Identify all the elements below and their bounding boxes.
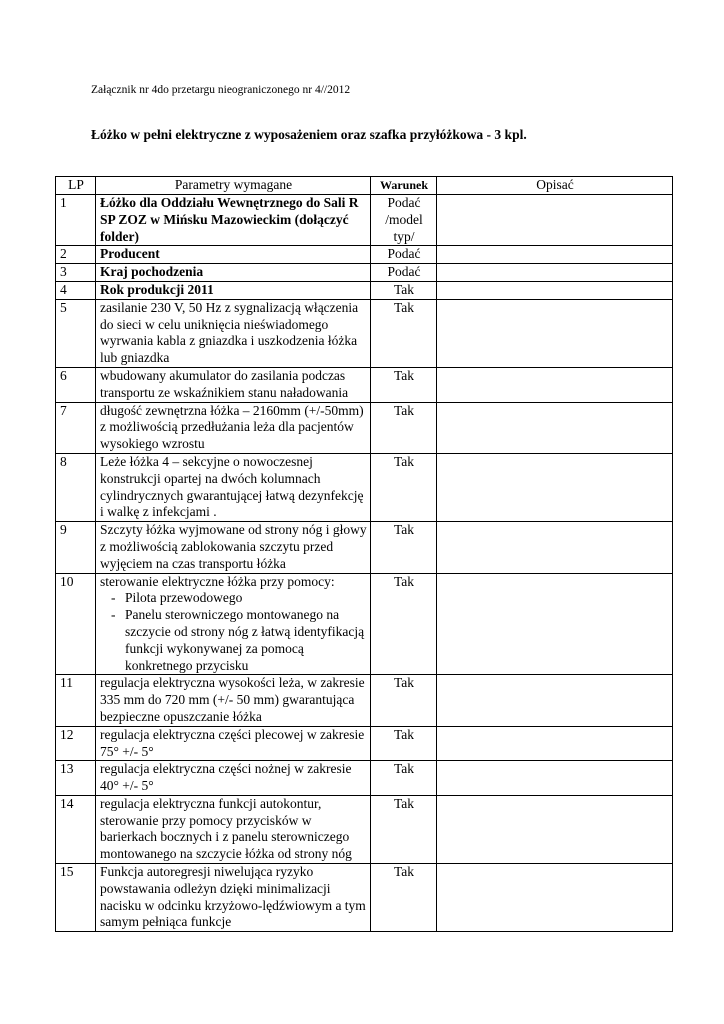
parameter-text: regulacja elektryczna funkcji autokontur, sterowanie przy pomocy przycisków w barierkach bocznych i z panelu sterowniczego montowanego na szczycie łóżka od strony nóg <box>100 795 352 862</box>
table-row <box>56 246 673 264</box>
row-description-field[interactable] <box>437 726 673 761</box>
table-row <box>56 761 673 796</box>
row-condition: Tak <box>371 299 437 367</box>
row-parameter <box>96 299 371 367</box>
table-row <box>56 795 673 863</box>
row-number: 15 <box>56 864 96 932</box>
row-description-field[interactable] <box>437 522 673 573</box>
parameter-text: Leże łóżka 4 – sekcyjne o nowoczesnej konstrukcji opartej na dwóch kolumnach cylindrycznych gwarantującej łatwą dezynfekcję i walkę z infekcjami . <box>100 453 364 520</box>
row-condition: Tak <box>371 522 437 573</box>
parameter-text: Producent <box>100 246 160 262</box>
list-item: - Panelu sterowniczego montowanego na szczycie od strony nóg z łatwą identyfikacją funkcji wykonywanej za pomocą konkretnego przycisku <box>110 607 367 674</box>
parameter-text: Funkcja autoregresji niwelująca ryzyko powstawania odleżyn dzięki minimalizacji nacisku w odcinku krzyżowo-lędźwiowym a tym samym pełniąca funkcje <box>100 864 366 930</box>
parameter-text: Szczyty łóżka wyjmowane od strony nóg i głowy z możliwością zablokowania szczytu przed wyjęciem na czas transportu łóżka <box>100 522 367 571</box>
row-description-field[interactable] <box>437 675 673 726</box>
row-description-field[interactable] <box>437 402 673 453</box>
row-condition: Tak <box>371 453 437 521</box>
row-description-field[interactable] <box>437 795 673 863</box>
row-condition: Podać <box>371 264 437 282</box>
row-number: 12 <box>56 726 96 761</box>
row-parameter <box>96 573 371 675</box>
parameter-text: sterowanie elektryczne łóżka przy pomocy: <box>100 573 335 589</box>
table-row <box>56 453 673 521</box>
row-parameter <box>96 453 371 521</box>
specification-table <box>55 176 673 932</box>
row-description-field[interactable] <box>437 453 673 521</box>
row-condition: Tak <box>371 573 437 675</box>
row-number: 1 <box>56 195 96 246</box>
row-number: 2 <box>56 246 96 264</box>
row-number: 7 <box>56 402 96 453</box>
table-row <box>56 281 673 299</box>
table-row <box>56 367 673 402</box>
parameter-text: regulacja elektryczna części plecowej w zakresie 75° +/- 5° <box>100 726 365 759</box>
row-parameter <box>96 195 371 246</box>
parameter-text: regulacja elektryczna części nożnej w zakresie 40° +/- 5° <box>100 761 352 794</box>
row-parameter <box>96 246 371 264</box>
row-description-field[interactable] <box>437 864 673 932</box>
table-row <box>56 299 673 367</box>
row-number: 8 <box>56 453 96 521</box>
row-parameter <box>96 864 371 932</box>
table-row <box>56 726 673 761</box>
row-description-field[interactable] <box>437 761 673 796</box>
row-number: 4 <box>56 281 96 299</box>
parameter-text: wbudowany akumulator do zasilania podczas transportu ze wskaźnikiem stanu naładowania <box>100 367 349 400</box>
list-item: - Pilota przewodowego <box>110 590 367 607</box>
column-header-describe: Opisać <box>437 177 673 195</box>
row-number: 5 <box>56 299 96 367</box>
table-row <box>56 195 673 246</box>
row-number: 11 <box>56 675 96 726</box>
column-header-parameters: Parametry wymagane <box>96 177 371 195</box>
row-number: 6 <box>56 367 96 402</box>
row-parameter <box>96 402 371 453</box>
column-header-lp: LP <box>56 177 96 195</box>
parameter-text: zasilanie 230 V, 50 Hz z sygnalizacją włączenia do sieci w celu uniknięcia nieświadomego wyrwania kabla z gniazdka i uszkodzenia łóżka lub gniazdka <box>100 299 359 366</box>
parameter-text: Kraj pochodzenia <box>100 264 204 280</box>
document-title: Łóżko w pełni elektryczne z wyposażeniem oraz szafka przyłóżkowa - 3 kpl. <box>91 127 527 142</box>
row-condition: Tak <box>371 281 437 299</box>
row-description-field[interactable] <box>437 281 673 299</box>
row-parameter <box>96 726 371 761</box>
row-description-field[interactable] <box>437 367 673 402</box>
row-condition: Tak <box>371 367 437 402</box>
table-row <box>56 402 673 453</box>
row-condition: Tak <box>371 402 437 453</box>
row-condition: Tak <box>371 864 437 932</box>
table-row <box>56 675 673 726</box>
parameter-text: długość zewnętrzna łóżka – 2160mm (+/-50mm) z możliwością przedłużania leża dla pacjentów wysokiego wzrostu <box>100 402 364 452</box>
table-row <box>56 573 673 675</box>
row-description-field[interactable] <box>437 264 673 282</box>
row-parameter <box>96 522 371 573</box>
row-condition: Tak <box>371 761 437 796</box>
row-parameter <box>96 281 371 299</box>
row-parameter <box>96 795 371 863</box>
parameter-text: Rok produkcji 2011 <box>100 281 214 297</box>
table-row <box>56 522 673 573</box>
row-parameter <box>96 675 371 726</box>
row-condition: Podać <box>371 246 437 264</box>
row-description-field[interactable] <box>437 246 673 264</box>
row-number: 3 <box>56 264 96 282</box>
row-number: 10 <box>56 573 96 675</box>
row-condition: Tak <box>371 726 437 761</box>
row-number: 9 <box>56 522 96 573</box>
row-description-field[interactable] <box>437 573 673 675</box>
row-parameter <box>96 367 371 402</box>
control-list <box>100 590 367 674</box>
row-description-field[interactable] <box>437 195 673 246</box>
parameter-text: regulacja elektryczna wysokości leża, w zakresie 335 mm do 720 mm (+/- 50 mm) gwarantująca bezpieczne opuszczanie łóżka <box>100 675 365 724</box>
row-number: 13 <box>56 761 96 796</box>
table-row <box>56 864 673 932</box>
row-parameter <box>96 264 371 282</box>
row-parameter <box>96 761 371 796</box>
row-description-field[interactable] <box>437 299 673 367</box>
row-condition: Tak <box>371 795 437 863</box>
parameter-text: Łóżko dla Oddziału Wewnętrznego do Sali R SP ZOZ w Mińsku Mazowieckim (dołączyć folder) <box>100 195 359 244</box>
column-header-condition: Warunek <box>371 177 437 195</box>
row-condition: Podać /model typ/ <box>371 195 437 246</box>
table-row <box>56 264 673 282</box>
table-header-row <box>56 177 673 195</box>
row-condition: Tak <box>371 675 437 726</box>
annex-reference: Załącznik nr 4do przetargu nieograniczonego nr 4//2012 <box>91 84 351 96</box>
row-number: 14 <box>56 795 96 863</box>
